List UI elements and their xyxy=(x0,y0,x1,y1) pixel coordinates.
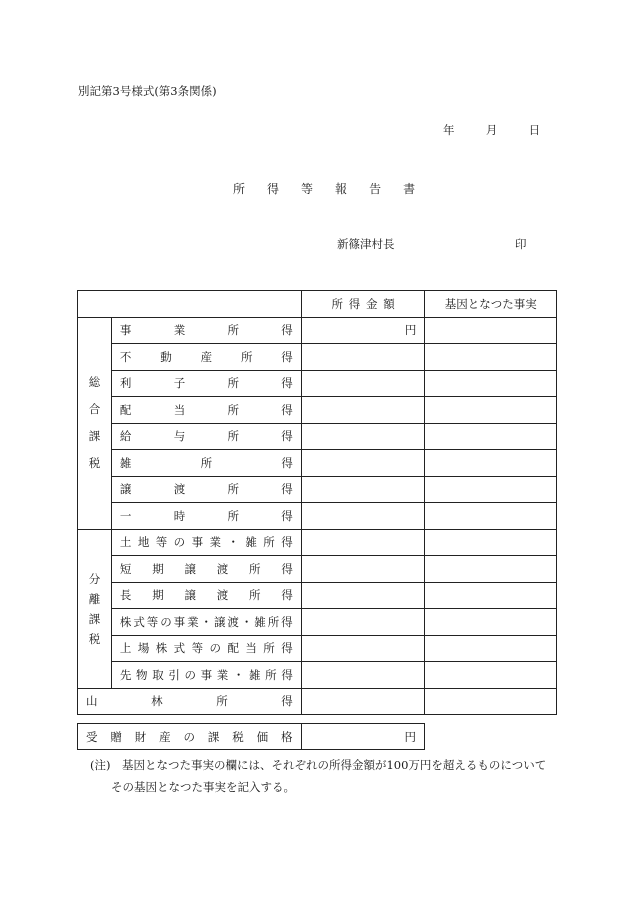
table-row xyxy=(78,662,557,689)
forest-income-label: 山 林 所 得 xyxy=(86,694,293,709)
amount-cell[interactable] xyxy=(301,529,425,556)
header-amount: 所 得 金 額 xyxy=(301,291,425,318)
gift-tax-table xyxy=(77,723,425,750)
amount-cell[interactable] xyxy=(301,609,425,636)
income-type-cell xyxy=(111,397,301,424)
gift-amount-cell[interactable]: 円 xyxy=(301,724,425,750)
amount-cell[interactable] xyxy=(301,370,425,397)
table-row xyxy=(78,529,557,556)
seal-mark: 印 xyxy=(515,237,527,251)
group-label-cell xyxy=(78,317,112,529)
fact-cell[interactable] xyxy=(425,397,557,424)
amount-cell[interactable] xyxy=(301,476,425,503)
table-row xyxy=(78,635,557,662)
income-report-table xyxy=(77,290,557,715)
fact-cell[interactable] xyxy=(425,582,557,609)
income-type-label: 株 式 等 の 事 業 ・ 譲 渡 ・ 雑 所 得 xyxy=(119,614,293,629)
gift-label-cell xyxy=(78,724,302,750)
fact-cell[interactable] xyxy=(425,423,557,450)
income-type-label: 雑 所 得 xyxy=(119,455,293,470)
income-type-cell xyxy=(111,503,301,530)
income-type-cell xyxy=(111,370,301,397)
income-type-label: 配 当 所 得 xyxy=(119,402,293,417)
table-row xyxy=(78,317,557,344)
date-line xyxy=(443,122,540,138)
income-type-label: 上 場 株 式 等 の 配 当 所 得 xyxy=(119,641,293,656)
amount-cell[interactable] xyxy=(301,344,425,371)
date-month: 月 xyxy=(485,123,498,137)
income-type-cell xyxy=(111,476,301,503)
forest-income-cell xyxy=(78,688,302,715)
amount-cell[interactable]: 円 xyxy=(301,317,425,344)
date-year: 年 xyxy=(443,123,455,137)
fact-cell[interactable] xyxy=(425,688,557,715)
fact-cell[interactable] xyxy=(425,529,557,556)
table-row xyxy=(78,582,557,609)
note-line-2: その基因となつた事実を記入する。 xyxy=(111,780,295,794)
amount-cell[interactable] xyxy=(301,397,425,424)
income-type-label: 事 業 所 得 xyxy=(119,323,293,338)
income-type-cell xyxy=(111,556,301,583)
fact-cell[interactable] xyxy=(425,450,557,477)
table-row xyxy=(78,556,557,583)
fact-cell[interactable] xyxy=(425,476,557,503)
amount-cell[interactable] xyxy=(301,688,425,715)
income-type-label: 長 期 譲 渡 所 得 xyxy=(119,588,293,603)
income-type-cell xyxy=(111,423,301,450)
income-type-label: 先 物 取 引 の 事 業 ・ 雑 所 得 xyxy=(119,667,293,682)
income-type-label: 不 動 産 所 得 xyxy=(119,349,293,364)
table-row xyxy=(78,476,557,503)
table-row xyxy=(78,423,557,450)
income-type-label: 利 子 所 得 xyxy=(119,376,293,391)
fact-cell[interactable] xyxy=(425,503,557,530)
table-row xyxy=(78,503,557,530)
income-type-label: 土 地 等 の 事 業 ・ 雑 所 得 xyxy=(119,535,293,550)
header-fact: 基因となつた事実 xyxy=(425,291,557,318)
fact-cell[interactable] xyxy=(425,635,557,662)
income-type-cell xyxy=(111,635,301,662)
income-type-cell xyxy=(111,582,301,609)
table-row xyxy=(78,688,557,715)
table-row xyxy=(78,370,557,397)
group-label: 分 離 課 税 xyxy=(88,571,101,646)
note-line-1: (注) 基因となつた事実の欄には、それぞれの所得金額が100万円を超えるものについて xyxy=(90,758,547,772)
group-label-cell xyxy=(78,529,112,688)
amount-cell[interactable] xyxy=(301,556,425,583)
table-row xyxy=(78,609,557,636)
income-type-label: 一 時 所 得 xyxy=(119,508,293,523)
fact-cell[interactable] xyxy=(425,556,557,583)
amount-cell[interactable] xyxy=(301,635,425,662)
table-row xyxy=(78,344,557,371)
income-type-label: 譲 渡 所 得 xyxy=(119,482,293,497)
income-type-cell xyxy=(111,450,301,477)
page-title: 所 得 等 報 告 書 xyxy=(233,182,416,196)
amount-cell[interactable] xyxy=(301,662,425,689)
table-row xyxy=(78,397,557,424)
fact-cell[interactable] xyxy=(425,344,557,371)
form-number-label: 別記第3号様式(第3条関係) xyxy=(78,84,217,98)
amount-cell[interactable] xyxy=(301,582,425,609)
income-type-cell xyxy=(111,662,301,689)
group-label: 総 合 課 税 xyxy=(88,375,101,470)
fact-cell[interactable] xyxy=(425,662,557,689)
income-type-cell xyxy=(111,609,301,636)
amount-cell[interactable] xyxy=(301,503,425,530)
income-type-label: 給 与 所 得 xyxy=(119,429,293,444)
fact-cell[interactable] xyxy=(425,370,557,397)
income-type-cell xyxy=(111,529,301,556)
date-day: 日 xyxy=(528,123,541,137)
fact-cell[interactable] xyxy=(425,317,557,344)
amount-cell[interactable] xyxy=(301,423,425,450)
income-type-cell xyxy=(111,344,301,371)
income-type-label: 短 期 譲 渡 所 得 xyxy=(119,561,293,576)
income-type-cell xyxy=(111,317,301,344)
table-row xyxy=(78,450,557,477)
addressee: 新篠津村長 xyxy=(337,237,395,251)
gift-label: 受 贈 財 産 の 課 税 価 格 xyxy=(86,729,293,744)
fact-cell[interactable] xyxy=(425,609,557,636)
header-blank-cell xyxy=(78,291,302,318)
amount-cell[interactable] xyxy=(301,450,425,477)
